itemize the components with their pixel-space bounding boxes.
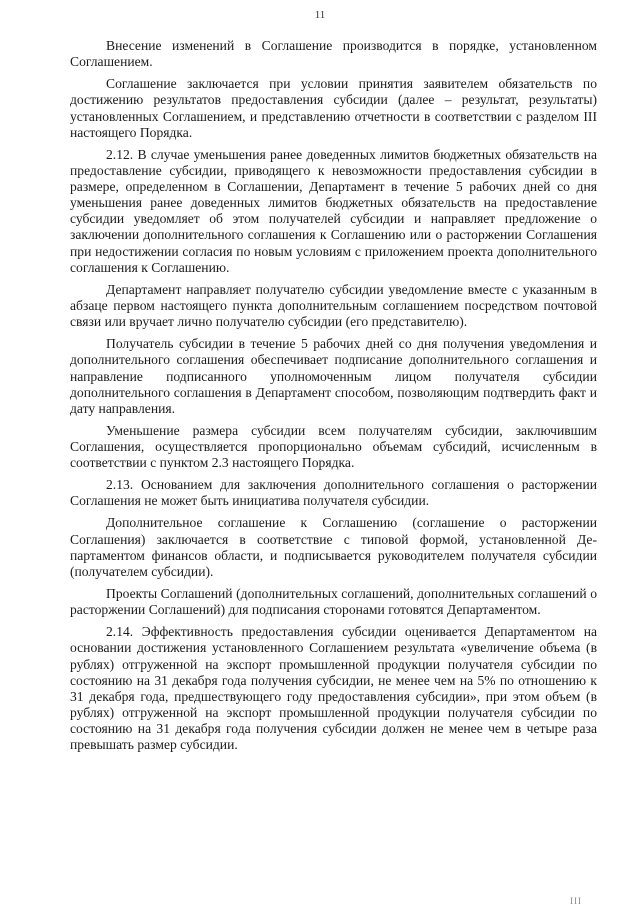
- paragraph: Департамент направляет получателю субсидии уведомление вместе с указанным в абзаце первом настоящего пункта дополнительным соглашением посредством почтовой связи или вручает лично получателю субсидии (его представителю).: [70, 281, 597, 330]
- paragraph-section-2-12: 2.12. В случае уменьшения ранее доведенных лимитов бюджетных обязательств на предоставление субсидии, приводящего к невозможности предоставления субсидии в размере, определенном в Соглашении, Департамент в течение 5 рабочих дней со дня уменьшения ранее доведенных лимитов бюджетных обязательств на предоставление субсидии уведомляет об этом получателей субсидии и направляет предложение о заключении дополнительного соглашения к Соглашению или о расторжении Соглашения при недостижении согласия по новым условиям с приложением проекта дополнительного соглашения к Соглашению.: [70, 146, 597, 275]
- paragraph: Получатель субсидии в течение 5 рабочих дней со дня получения уведомления и дополнительного соглашения обеспечивает подписание дополнительного соглашения и направление подписанного уполномоченным лицом получателя субсидии дополнительного соглашения в Департамент способом, позволяющим подтвердить факт и дату направления.: [70, 336, 597, 416]
- paragraph: Внесение изменений в Соглашение производится в порядке, установленном Соглашением.: [70, 38, 597, 70]
- paragraph: Проекты Соглашений (дополнительных соглашений, дополнительных соглашений о расторжении Соглашений) для подписания сторонами готовятся Департаментом.: [70, 586, 597, 618]
- paragraph: Дополнительное соглашение к Соглашению (соглашение о расторжении Соглашения) заключается в соответствие с типовой формой, установленной Департаментом финансов области, и подписывается руководителем получателя субсидии (получателем субсидии).: [70, 515, 597, 579]
- page-number: 11: [314, 9, 326, 21]
- document-body: [70, 38, 597, 759]
- paragraph-section-2-14: 2.14. Эффективность предоставления субсидии оценивается Департаментом на основании достижения установленного Соглашением результата «увеличение объема (в рублях) отгруженной на экспорт промышленной продукции получателя субсидии по состоянию на 31 декабря года получения субсидии, не менее чем на 5% по отношению к 31 декабря года, предшествующего году предоставления субсидии», при этом объем (в рублях) отгруженной на экспорт промышленной продукции получателя субсидии по состоянию на 31 декабря года получения субсидии должен не менее чем в четыре раза превышать размер субсидии.: [70, 624, 597, 753]
- paragraph: Уменьшение размера субсидии всем получателям субсидии, заключившим Соглашения, осуществляется пропорционально объемам субсидий, исчисленным в соответствии с пунктом 2.3 настоящего Порядка.: [70, 423, 597, 471]
- paragraph: Соглашение заключается при условии принятия заявителем обязательств по достижению результатов предоставления субсидии (далее – результат, результаты) установленных Соглашением, и представлению отчетности в соответствии с разделом III настоящего Порядка.: [70, 76, 597, 140]
- paragraph-section-2-13: 2.13. Основанием для заключения дополнительного соглашения о расторжении Соглашения не может быть инициатива получателя субсидии.: [70, 477, 597, 509]
- footer-scan-marks: ΙΙΙ: [570, 896, 582, 906]
